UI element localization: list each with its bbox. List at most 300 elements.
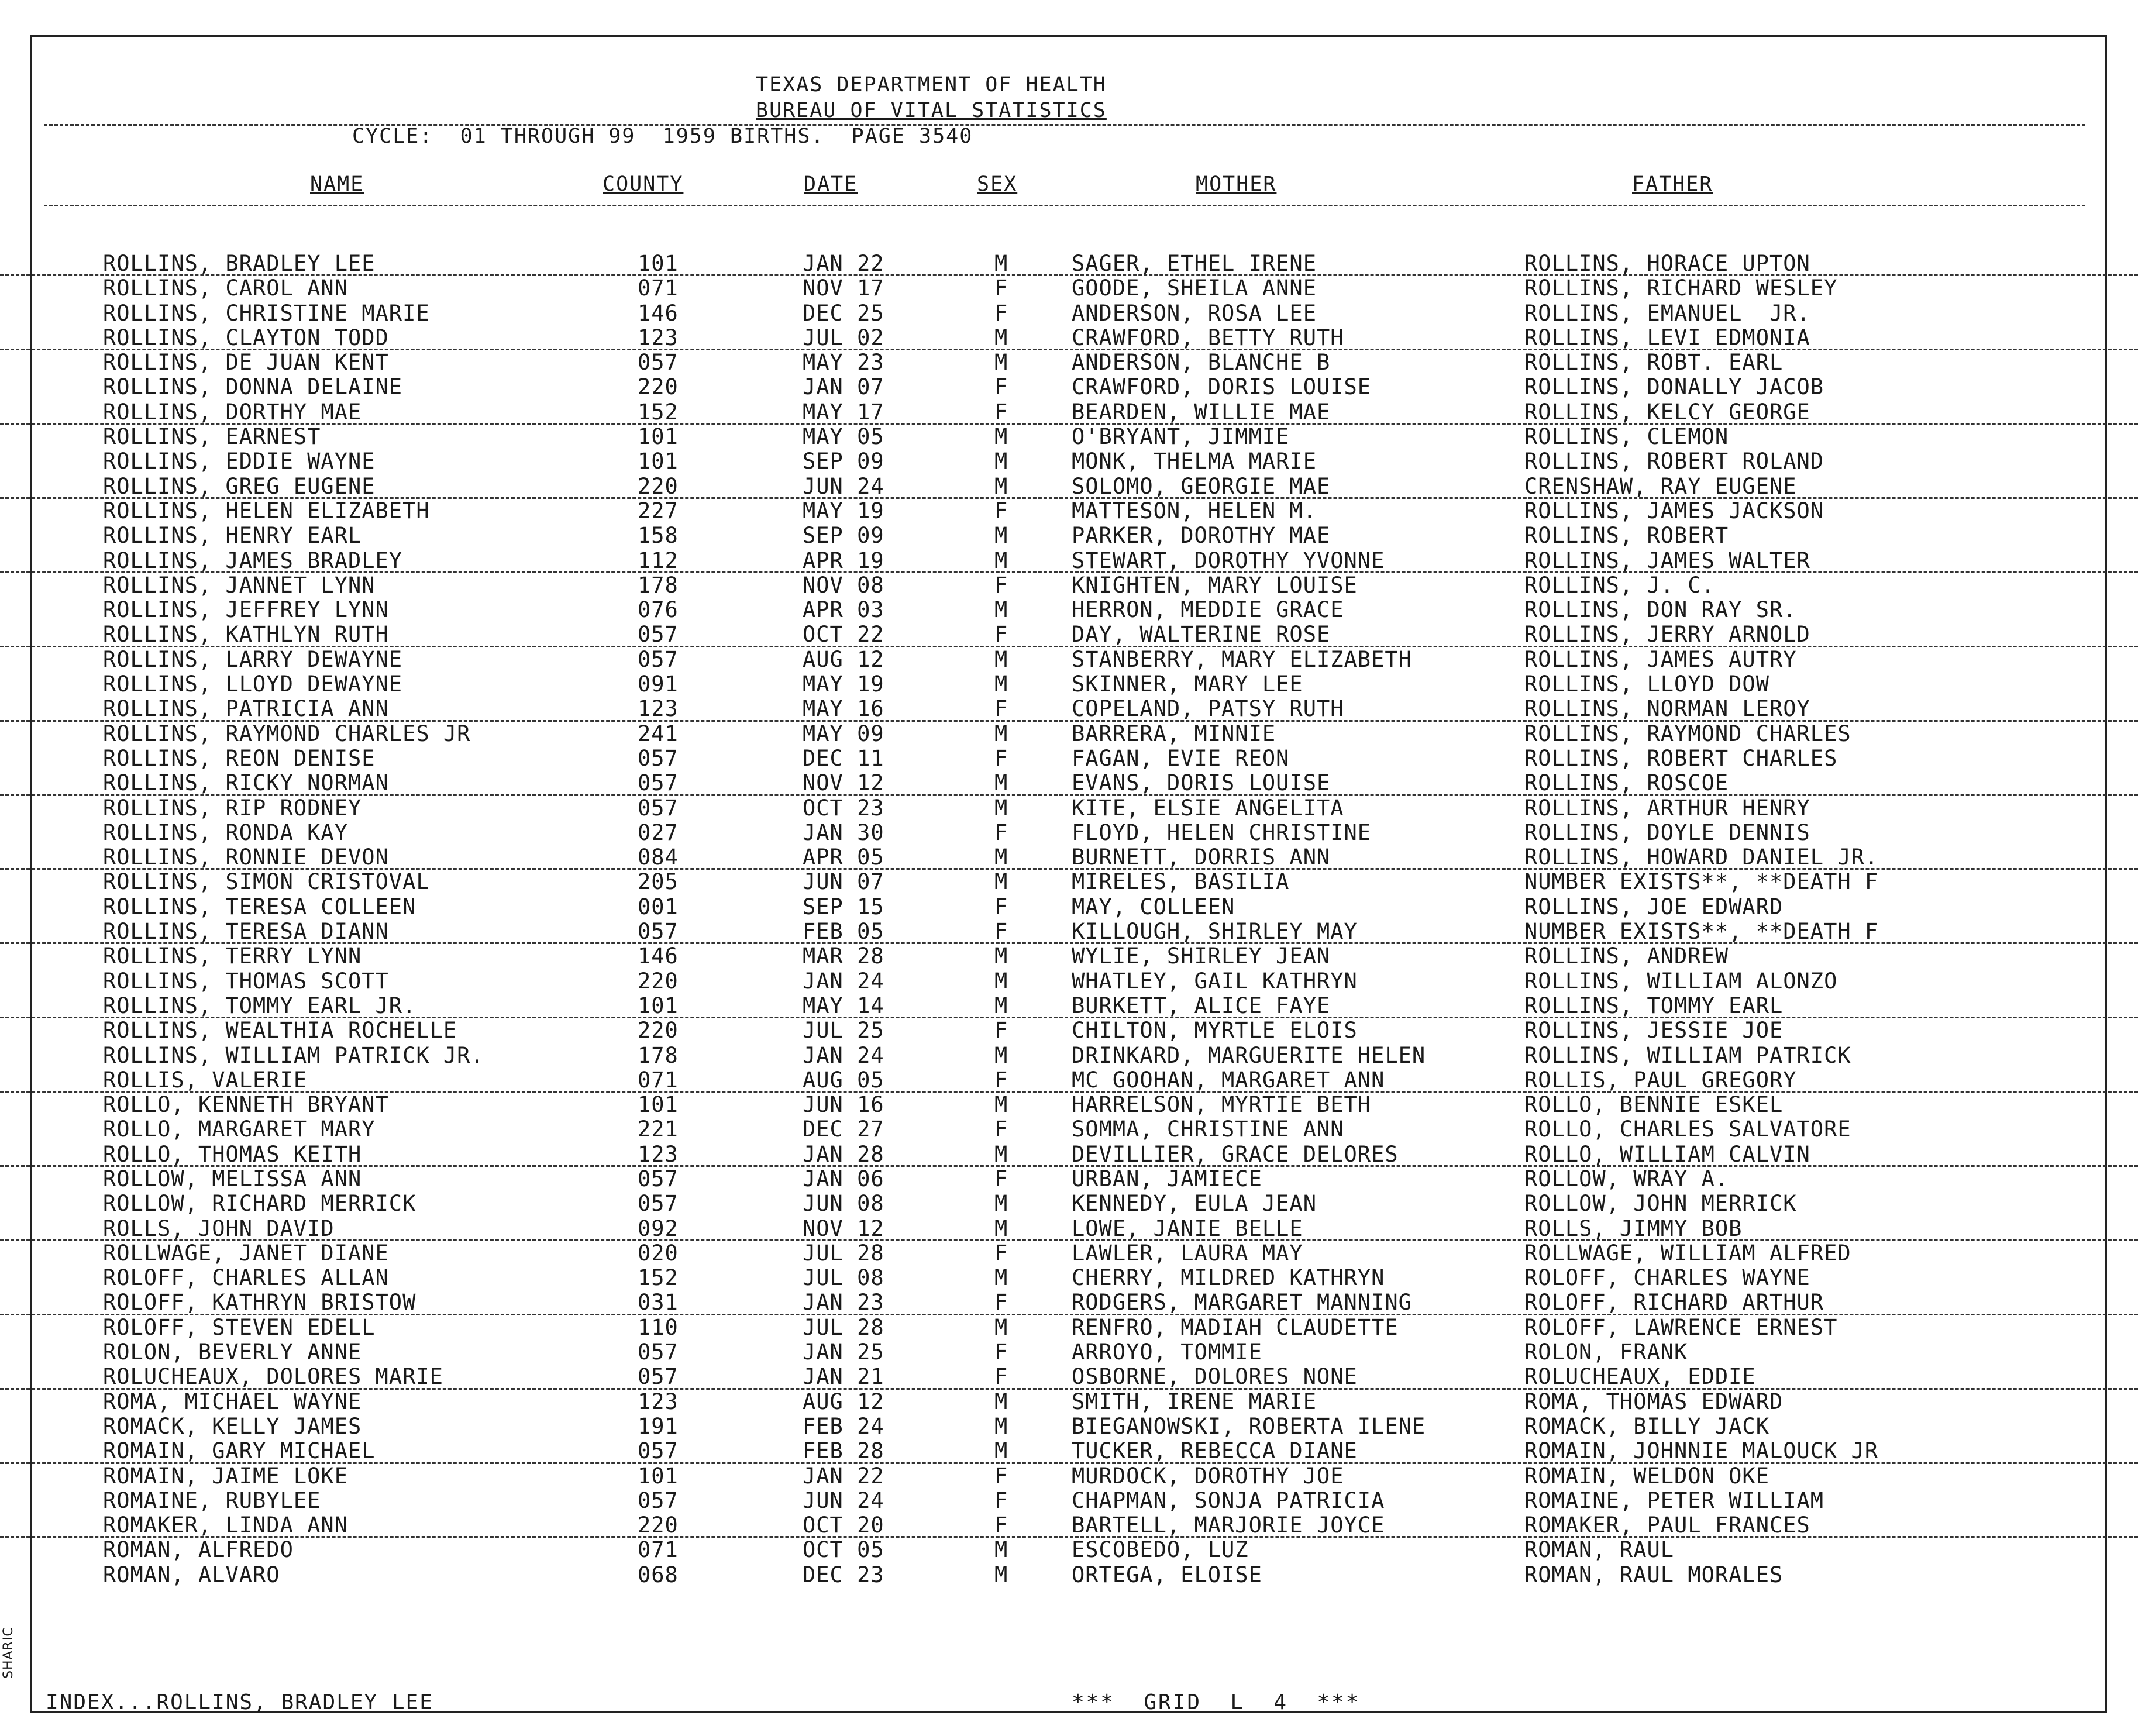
record-father: ROLLINS, RICHARD WESLEY bbox=[1524, 275, 1838, 301]
record-row bbox=[0, 1390, 2138, 1414]
record-row bbox=[0, 1241, 2138, 1266]
record-date: MAY 19 bbox=[803, 498, 884, 523]
record-mother: BIEGANOWSKI, ROBERTA ILENE bbox=[1072, 1413, 1426, 1439]
record-county: 071 bbox=[638, 275, 679, 301]
record-mother: WYLIE, SHIRLEY JEAN bbox=[1072, 943, 1331, 969]
record-name: ROLUCHEAUX, DOLORES MARIE bbox=[103, 1364, 443, 1390]
record-mother: WHATLEY, GAIL KATHRYN bbox=[1072, 968, 1358, 994]
record-sex: M bbox=[994, 993, 1008, 1018]
record-father: ROLLINS, ROBERT CHARLES bbox=[1524, 745, 1838, 771]
record-father: ROLLOW, WRAY A. bbox=[1524, 1166, 1729, 1191]
record-name: ROLLINS, RICKY NORMAN bbox=[103, 770, 389, 796]
record-date: JUL 25 bbox=[803, 1018, 884, 1043]
record-county: 071 bbox=[638, 1537, 679, 1563]
record-name: ROMAIN, GARY MICHAEL bbox=[103, 1438, 376, 1464]
record-name: ROLLINS, HELEN ELIZABETH bbox=[103, 498, 430, 523]
column-header-father: FATHER bbox=[1632, 173, 1713, 196]
record-father: ROLLINS, JAMES JACKSON bbox=[1524, 498, 1824, 523]
record-row bbox=[0, 1117, 2138, 1142]
record-row bbox=[0, 598, 2138, 622]
record-mother: RENFRO, MADIAH CLAUDETTE bbox=[1072, 1314, 1399, 1340]
record-county: 123 bbox=[638, 696, 679, 722]
record-county: 084 bbox=[638, 845, 679, 870]
record-sex: F bbox=[994, 374, 1008, 400]
record-sex: M bbox=[994, 845, 1008, 870]
record-row bbox=[0, 1340, 2138, 1365]
record-name: ROLLO, MARGARET MARY bbox=[103, 1117, 376, 1142]
record-name: ROLON, BEVERLY ANNE bbox=[103, 1339, 362, 1365]
record-mother: DEVILLIER, GRACE DELORES bbox=[1072, 1141, 1399, 1167]
record-county: 146 bbox=[638, 943, 679, 969]
record-father: ROLLINS, TOMMY EARL bbox=[1524, 993, 1784, 1018]
record-father: ROLLINS, EMANUEL JR. bbox=[1524, 300, 1810, 326]
record-date: JUN 16 bbox=[803, 1092, 884, 1118]
footer-grid: *** GRID L 4 *** bbox=[1072, 1690, 1361, 1714]
record-sex: F bbox=[994, 1487, 1008, 1513]
record-row bbox=[0, 1191, 2138, 1216]
record-mother: BARRERA, MINNIE bbox=[1072, 721, 1276, 746]
record-name: ROLLINS, PATRICIA ANN bbox=[103, 696, 389, 722]
record-sex: M bbox=[994, 424, 1008, 450]
record-name: ROMAN, ALVARO bbox=[103, 1562, 280, 1587]
record-row bbox=[0, 523, 2138, 548]
record-row bbox=[0, 622, 2138, 647]
record-row bbox=[0, 1068, 2138, 1093]
record-sex: F bbox=[994, 919, 1008, 945]
record-name: ROLLINS, WILLIAM PATRICK JR. bbox=[103, 1042, 484, 1068]
record-sex: M bbox=[994, 1562, 1008, 1587]
record-county: 091 bbox=[638, 671, 679, 697]
record-row bbox=[0, 1414, 2138, 1439]
record-date: MAY 16 bbox=[803, 696, 884, 722]
record-row bbox=[0, 1142, 2138, 1167]
record-row bbox=[0, 821, 2138, 845]
record-father: ROLLINS, LEVI EDMONIA bbox=[1524, 325, 1810, 350]
record-date: JAN 24 bbox=[803, 1042, 884, 1068]
record-mother: CRAWFORD, DORIS LOUISE bbox=[1072, 374, 1372, 400]
record-county: 068 bbox=[638, 1562, 679, 1587]
record-date: JUL 02 bbox=[803, 325, 884, 350]
record-date: AUG 12 bbox=[803, 646, 884, 672]
record-father: ROLLS, JIMMY BOB bbox=[1524, 1215, 1743, 1241]
record-sex: M bbox=[994, 449, 1008, 474]
record-date: APR 03 bbox=[803, 597, 884, 623]
record-county: 110 bbox=[638, 1314, 679, 1340]
record-row bbox=[0, 1365, 2138, 1389]
record-mother: KNIGHTEN, MARY LOUISE bbox=[1072, 572, 1358, 598]
record-sex: F bbox=[994, 819, 1008, 845]
record-sex: M bbox=[994, 968, 1008, 994]
record-date: JUN 24 bbox=[803, 1487, 884, 1513]
record-mother: KILLOUGH, SHIRLEY MAY bbox=[1072, 919, 1358, 945]
record-row bbox=[0, 1464, 2138, 1489]
record-date: DEC 11 bbox=[803, 745, 884, 771]
record-row bbox=[0, 1018, 2138, 1043]
record-county: 241 bbox=[638, 721, 679, 746]
record-name: ROMACK, KELLY JAMES bbox=[103, 1413, 362, 1439]
record-date: JAN 22 bbox=[803, 1463, 884, 1489]
record-father: ROLOFF, CHARLES WAYNE bbox=[1524, 1265, 1810, 1291]
record-mother: ANDERSON, BLANCHE B bbox=[1072, 350, 1331, 376]
record-county: 057 bbox=[638, 1339, 679, 1365]
record-father: ROLLINS, LLOYD DOW bbox=[1524, 671, 1769, 697]
record-sex: F bbox=[994, 1117, 1008, 1142]
record-row bbox=[0, 1043, 2138, 1068]
record-name: ROMAINE, RUBYLEE bbox=[103, 1487, 321, 1513]
record-mother: MC GOOHAN, MARGARET ANN bbox=[1072, 1067, 1385, 1093]
record-father: ROMAN, RAUL bbox=[1524, 1537, 1675, 1563]
record-sex: M bbox=[994, 1314, 1008, 1340]
record-date: SEP 09 bbox=[803, 523, 884, 549]
column-header-name: NAME bbox=[310, 173, 364, 196]
record-father: ROMAIN, WELDON OKE bbox=[1524, 1463, 1769, 1489]
record-date: JUN 08 bbox=[803, 1191, 884, 1217]
record-sex: M bbox=[994, 671, 1008, 697]
record-county: 220 bbox=[638, 1513, 679, 1538]
record-father: ROLLINS, DOYLE DENNIS bbox=[1524, 819, 1810, 845]
record-date: JAN 06 bbox=[803, 1166, 884, 1191]
record-name: ROLLINS, DONNA DELAINE bbox=[103, 374, 403, 400]
record-date: SEP 15 bbox=[803, 894, 884, 919]
record-sex: F bbox=[994, 1240, 1008, 1266]
record-date: OCT 20 bbox=[803, 1513, 884, 1538]
record-father: NUMBER EXISTS**, **DEATH F bbox=[1524, 869, 1879, 895]
record-mother: STEWART, DOROTHY YVONNE bbox=[1072, 547, 1385, 573]
record-sex: F bbox=[994, 572, 1008, 598]
record-date: MAY 17 bbox=[803, 399, 884, 425]
record-mother: SOMMA, CHRISTINE ANN bbox=[1072, 1117, 1344, 1142]
record-father: ROLLINS, ROBT. EARL bbox=[1524, 350, 1784, 376]
record-name: ROLLINS, RONDA KAY bbox=[103, 819, 348, 845]
record-date: JAN 24 bbox=[803, 968, 884, 994]
record-father: ROLUCHEAUX, EDDIE bbox=[1524, 1364, 1756, 1390]
record-name: ROLLINS, TERESA COLLEEN bbox=[103, 894, 416, 919]
column-header-rule bbox=[44, 205, 2085, 206]
record-sex: M bbox=[994, 1438, 1008, 1464]
record-county: 057 bbox=[638, 770, 679, 796]
record-row bbox=[0, 1093, 2138, 1117]
record-date: AUG 12 bbox=[803, 1389, 884, 1414]
column-header-sex: SEX bbox=[977, 173, 1018, 196]
record-date: JAN 28 bbox=[803, 1141, 884, 1167]
record-father: ROMAN, RAUL MORALES bbox=[1524, 1562, 1784, 1587]
record-county: 057 bbox=[638, 646, 679, 672]
record-row bbox=[0, 944, 2138, 969]
record-row bbox=[0, 672, 2138, 697]
header-agency: TEXAS DEPARTMENT OF HEALTH bbox=[756, 73, 1107, 97]
record-row bbox=[0, 474, 2138, 499]
record-father: ROLLINS, CLEMON bbox=[1524, 424, 1729, 450]
record-name: ROLLINS, CLAYTON TODD bbox=[103, 325, 389, 350]
record-mother: GOODE, SHEILA ANNE bbox=[1072, 275, 1317, 301]
record-row bbox=[0, 326, 2138, 350]
record-mother: CHILTON, MYRTLE ELOIS bbox=[1072, 1018, 1358, 1043]
record-father: ROLLINS, JAMES AUTRY bbox=[1524, 646, 1797, 672]
record-sex: M bbox=[994, 721, 1008, 746]
record-date: OCT 22 bbox=[803, 622, 884, 647]
record-row bbox=[0, 1489, 2138, 1513]
record-county: 031 bbox=[638, 1290, 679, 1315]
record-sex: M bbox=[994, 350, 1008, 376]
record-sex: M bbox=[994, 1265, 1008, 1291]
record-county: 220 bbox=[638, 1018, 679, 1043]
record-name: ROLLINS, TERRY LYNN bbox=[103, 943, 362, 969]
record-sex: F bbox=[994, 745, 1008, 771]
record-mother: SAGER, ETHEL IRENE bbox=[1072, 251, 1317, 276]
record-father: ROLOFF, LAWRENCE ERNEST bbox=[1524, 1314, 1838, 1340]
record-mother: DAY, WALTERINE ROSE bbox=[1072, 622, 1331, 647]
record-sex: M bbox=[994, 1141, 1008, 1167]
record-mother: KITE, ELSIE ANGELITA bbox=[1072, 795, 1344, 821]
record-date: JAN 23 bbox=[803, 1290, 884, 1315]
record-date: JAN 30 bbox=[803, 819, 884, 845]
record-name: ROLLINS, RAYMOND CHARLES JR bbox=[103, 721, 471, 746]
record-sex: F bbox=[994, 1364, 1008, 1390]
record-mother: RODGERS, MARGARET MANNING bbox=[1072, 1290, 1412, 1315]
record-father: ROMAINE, PETER WILLIAM bbox=[1524, 1487, 1824, 1513]
record-mother: BURNETT, DORRIS ANN bbox=[1072, 845, 1331, 870]
header-bureau: BUREAU OF VITAL STATISTICS bbox=[756, 99, 1107, 122]
record-name: ROLLO, KENNETH BRYANT bbox=[103, 1092, 389, 1118]
record-father: ROLLINS, WILLIAM ALONZO bbox=[1524, 968, 1838, 994]
record-row bbox=[0, 276, 2138, 301]
record-sex: F bbox=[994, 1290, 1008, 1315]
record-date: MAY 14 bbox=[803, 993, 884, 1018]
record-date: APR 05 bbox=[803, 845, 884, 870]
record-name: ROLLINS, JEFFREY LYNN bbox=[103, 597, 389, 623]
record-county: 152 bbox=[638, 1265, 679, 1291]
record-father: ROMA, THOMAS EDWARD bbox=[1524, 1389, 1784, 1414]
record-sex: M bbox=[994, 1389, 1008, 1414]
record-father: ROLLO, WILLIAM CALVIN bbox=[1524, 1141, 1810, 1167]
record-father: ROLOFF, RICHARD ARTHUR bbox=[1524, 1290, 1824, 1315]
record-row bbox=[0, 1217, 2138, 1241]
record-date: MAY 05 bbox=[803, 424, 884, 450]
record-name: ROLLINS, REON DENISE bbox=[103, 745, 376, 771]
record-date: NOV 08 bbox=[803, 572, 884, 598]
record-father: ROLLINS, ARTHUR HENRY bbox=[1524, 795, 1810, 821]
record-mother: FLOYD, HELEN CHRISTINE bbox=[1072, 819, 1372, 845]
record-sex: M bbox=[994, 597, 1008, 623]
record-row bbox=[0, 1290, 2138, 1315]
record-sex: M bbox=[994, 1215, 1008, 1241]
record-name: ROLLINS, HENRY EARL bbox=[103, 523, 362, 549]
record-sex: M bbox=[994, 547, 1008, 573]
record-father: ROLLINS, NORMAN LEROY bbox=[1524, 696, 1810, 722]
record-mother: ESCOBEDO, LUZ bbox=[1072, 1537, 1249, 1563]
record-row bbox=[0, 722, 2138, 746]
header-rule bbox=[44, 124, 2085, 126]
side-label: SHARIC bbox=[1, 1627, 16, 1679]
record-mother: BEARDEN, WILLIE MAE bbox=[1072, 399, 1331, 425]
record-sex: F bbox=[994, 1067, 1008, 1093]
record-sex: M bbox=[994, 943, 1008, 969]
record-mother: TUCKER, REBECCA DIANE bbox=[1072, 1438, 1358, 1464]
record-county: 123 bbox=[638, 325, 679, 350]
record-row bbox=[0, 1563, 2138, 1587]
record-father: ROLLO, BENNIE ESKEL bbox=[1524, 1092, 1784, 1118]
record-name: ROMAIN, JAIME LOKE bbox=[103, 1463, 348, 1489]
record-county: 152 bbox=[638, 399, 679, 425]
record-county: 101 bbox=[638, 449, 679, 474]
record-sex: M bbox=[994, 251, 1008, 276]
record-name: ROLOFF, KATHRYN BRISTOW bbox=[103, 1290, 416, 1315]
record-name: ROLLINS, LLOYD DEWAYNE bbox=[103, 671, 403, 697]
record-sex: F bbox=[994, 300, 1008, 326]
record-date: DEC 27 bbox=[803, 1117, 884, 1142]
record-row bbox=[0, 549, 2138, 573]
record-sex: F bbox=[994, 696, 1008, 722]
record-father: ROLLINS, ROBERT bbox=[1524, 523, 1729, 549]
record-name: ROLLINS, CHRISTINE MARIE bbox=[103, 300, 430, 326]
record-date: SEP 09 bbox=[803, 449, 884, 474]
record-county: 123 bbox=[638, 1141, 679, 1167]
record-sex: F bbox=[994, 894, 1008, 919]
record-row bbox=[0, 449, 2138, 474]
record-date: JAN 07 bbox=[803, 374, 884, 400]
record-row bbox=[0, 499, 2138, 523]
record-father: CRENSHAW, RAY EUGENE bbox=[1524, 473, 1797, 499]
record-mother: SOLOMO, GEORGIE MAE bbox=[1072, 473, 1331, 499]
record-name: ROLLINS, DE JUAN KENT bbox=[103, 350, 389, 376]
record-date: OCT 05 bbox=[803, 1537, 884, 1563]
record-name: ROLLINS, EDDIE WAYNE bbox=[103, 449, 376, 474]
record-date: MAY 19 bbox=[803, 671, 884, 697]
record-father: ROLLINS, KELCY GEORGE bbox=[1524, 399, 1810, 425]
record-father: ROLLOW, JOHN MERRICK bbox=[1524, 1191, 1797, 1217]
record-name: ROLLINS, GREG EUGENE bbox=[103, 473, 376, 499]
record-name: ROLLINS, JAMES BRADLEY bbox=[103, 547, 403, 573]
record-father: ROLLINS, DON RAY SR. bbox=[1524, 597, 1797, 623]
record-sex: F bbox=[994, 1513, 1008, 1538]
record-name: ROLLINS, RIP RODNEY bbox=[103, 795, 362, 821]
record-date: DEC 25 bbox=[803, 300, 884, 326]
record-row bbox=[0, 647, 2138, 672]
record-father: ROLLINS, JERRY ARNOLD bbox=[1524, 622, 1810, 647]
record-county: 001 bbox=[638, 894, 679, 919]
record-county: 076 bbox=[638, 597, 679, 623]
record-mother: CRAWFORD, BETTY RUTH bbox=[1072, 325, 1344, 350]
record-name: ROLOFF, STEVEN EDELL bbox=[103, 1314, 376, 1340]
record-father: ROLLINS, JOE EDWARD bbox=[1524, 894, 1784, 919]
record-mother: O'BRYANT, JIMMIE bbox=[1072, 424, 1290, 450]
record-row bbox=[0, 994, 2138, 1018]
record-row bbox=[0, 845, 2138, 870]
record-mother: CHAPMAN, SONJA PATRICIA bbox=[1072, 1487, 1385, 1513]
record-row bbox=[0, 400, 2138, 425]
record-date: NOV 17 bbox=[803, 275, 884, 301]
record-mother: ORTEGA, ELOISE bbox=[1072, 1562, 1262, 1587]
record-father: ROLLINS, ANDREW bbox=[1524, 943, 1729, 969]
record-row bbox=[0, 1167, 2138, 1191]
record-county: 112 bbox=[638, 547, 679, 573]
record-name: ROLLO, THOMAS KEITH bbox=[103, 1141, 362, 1167]
record-sex: M bbox=[994, 1191, 1008, 1217]
record-row bbox=[0, 1439, 2138, 1463]
record-row bbox=[0, 919, 2138, 944]
record-county: 221 bbox=[638, 1117, 679, 1142]
record-name: ROLLS, JOHN DAVID bbox=[103, 1215, 335, 1241]
record-name: ROMAN, ALFREDO bbox=[103, 1537, 294, 1563]
record-sex: F bbox=[994, 399, 1008, 425]
record-county: 158 bbox=[638, 523, 679, 549]
record-father: ROLLINS, J. C. bbox=[1524, 572, 1715, 598]
record-father: ROLLWAGE, WILLIAM ALFRED bbox=[1524, 1240, 1851, 1266]
record-date: JUN 24 bbox=[803, 473, 884, 499]
record-county: 057 bbox=[638, 1166, 679, 1191]
column-header-date: DATE bbox=[804, 173, 858, 196]
record-row bbox=[0, 425, 2138, 449]
record-county: 057 bbox=[638, 1364, 679, 1390]
record-father: ROLON, FRANK bbox=[1524, 1339, 1688, 1365]
record-father: ROLLINS, HORACE UPTON bbox=[1524, 251, 1810, 276]
record-name: ROLLINS, EARNEST bbox=[103, 424, 321, 450]
record-county: 220 bbox=[638, 374, 679, 400]
record-date: MAR 28 bbox=[803, 943, 884, 969]
record-father: ROLLINS, WILLIAM PATRICK bbox=[1524, 1042, 1851, 1068]
record-row bbox=[0, 375, 2138, 399]
record-name: ROLLINS, THOMAS SCOTT bbox=[103, 968, 389, 994]
record-date: NOV 12 bbox=[803, 1215, 884, 1241]
record-date: JUL 28 bbox=[803, 1314, 884, 1340]
record-county: 123 bbox=[638, 1389, 679, 1414]
record-mother: SKINNER, MARY LEE bbox=[1072, 671, 1303, 697]
record-name: ROLLINS, LARRY DEWAYNE bbox=[103, 646, 403, 672]
record-row bbox=[0, 771, 2138, 795]
record-county: 057 bbox=[638, 745, 679, 771]
record-name: ROLLOW, MELISSA ANN bbox=[103, 1166, 362, 1191]
record-date: FEB 24 bbox=[803, 1413, 884, 1439]
record-father: ROLLINS, DONALLY JACOB bbox=[1524, 374, 1824, 400]
record-mother: LOWE, JANIE BELLE bbox=[1072, 1215, 1303, 1241]
record-sex: F bbox=[994, 1018, 1008, 1043]
record-county: 178 bbox=[638, 572, 679, 598]
record-sex: M bbox=[994, 869, 1008, 895]
record-name: ROLLINS, TERESA DIANN bbox=[103, 919, 389, 945]
record-mother: DRINKARD, MARGUERITE HELEN bbox=[1072, 1042, 1426, 1068]
record-county: 057 bbox=[638, 795, 679, 821]
record-date: MAY 09 bbox=[803, 721, 884, 746]
record-row bbox=[0, 1513, 2138, 1538]
record-county: 227 bbox=[638, 498, 679, 523]
record-county: 101 bbox=[638, 1092, 679, 1118]
record-sex: F bbox=[994, 1166, 1008, 1191]
record-county: 101 bbox=[638, 424, 679, 450]
record-row bbox=[0, 252, 2138, 276]
record-county: 101 bbox=[638, 1463, 679, 1489]
record-father: ROLLINS, ROSCOE bbox=[1524, 770, 1729, 796]
record-mother: HARRELSON, MYRTIE BETH bbox=[1072, 1092, 1372, 1118]
record-county: 205 bbox=[638, 869, 679, 895]
record-father: ROLLINS, RAYMOND CHARLES bbox=[1524, 721, 1851, 746]
record-date: JUL 08 bbox=[803, 1265, 884, 1291]
record-date: FEB 28 bbox=[803, 1438, 884, 1464]
record-county: 178 bbox=[638, 1042, 679, 1068]
record-name: ROLLINS, CAROL ANN bbox=[103, 275, 348, 301]
record-row bbox=[0, 870, 2138, 894]
record-sex: M bbox=[994, 770, 1008, 796]
record-date: NOV 12 bbox=[803, 770, 884, 796]
record-mother: SMITH, IRENE MARIE bbox=[1072, 1389, 1317, 1414]
record-county: 191 bbox=[638, 1413, 679, 1439]
record-father: ROLLINS, HOWARD DANIEL JR. bbox=[1524, 845, 1879, 870]
record-date: JAN 21 bbox=[803, 1364, 884, 1390]
birth-records-list bbox=[0, 252, 2138, 1587]
record-sex: F bbox=[994, 275, 1008, 301]
record-county: 071 bbox=[638, 1067, 679, 1093]
record-sex: F bbox=[994, 498, 1008, 523]
record-mother: BARTELL, MARJORIE JOYCE bbox=[1072, 1513, 1385, 1538]
